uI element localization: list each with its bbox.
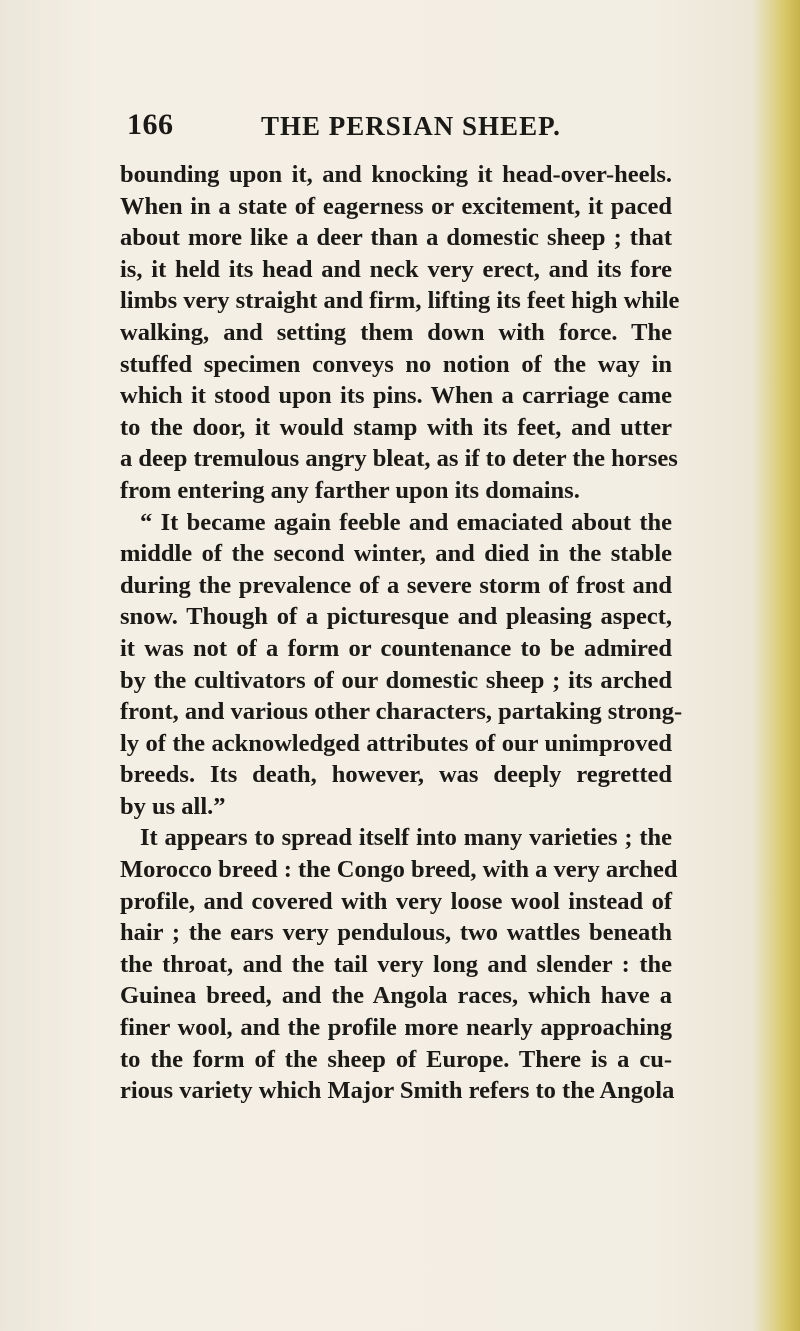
text-line: during the prevalence of a severe storm of frost and [120, 571, 672, 599]
text-line: rious variety which Major Smith refers to the Angola [120, 1077, 675, 1105]
text-line: by us all.” [120, 792, 226, 820]
text-line: bounding upon it, and knocking it head-over-heels. [120, 161, 672, 188]
text-line: from entering any farther upon its domains. [120, 476, 580, 504]
text-line: a deep tremulous angry bleat, as if to deter the horses [120, 445, 678, 473]
text-line: the throat, and the tail very long and slender : the [120, 950, 672, 978]
text-line: snow. Though of a picturesque and pleasing aspect, [120, 603, 672, 631]
text-line: front, and various other characters, partaking strong- [120, 698, 683, 726]
text-line: about more like a deer than a domestic sheep ; that [120, 224, 672, 252]
text-line: it was not of a form or countenance to be admired [120, 634, 672, 662]
text-line: finer wool, and the profile more nearly approaching [120, 1014, 672, 1042]
paragraph-1 [120, 159, 680, 507]
text-line: to the form of the sheep of Europe. There is a cu- [120, 1045, 672, 1073]
page-header [127, 108, 668, 148]
text-line: limbs very straight and firm, lifting its feet high while [120, 287, 680, 315]
text-line: Guinea breed, and the Angola races, which have a [120, 982, 672, 1010]
text-line: which it stood upon its pins. When a carriage came [120, 382, 672, 410]
text-line: hair ; the ears very pendulous, two wattles beneath [120, 919, 672, 947]
text-line: walking, and setting them down with force. The [120, 318, 672, 346]
text-line: middle of the second winter, and died in the stable [120, 540, 672, 568]
text-line: It appears to spread itself into many varieties ; the [140, 824, 672, 852]
text-line: breeds. Its death, however, was deeply regretted [120, 761, 672, 789]
text-line: by the cultivators of our domestic sheep ; its arched [120, 666, 672, 694]
text-line: Morocco breed : the Congo breed, with a very arched [120, 856, 678, 884]
paragraph-2 [120, 507, 683, 823]
body-text [120, 159, 683, 1107]
running-title: THE PERSIAN SHEEP. [261, 111, 561, 141]
text-line: stuffed specimen conveys no notion of the way in [120, 350, 672, 378]
text-line: When in a state of eagerness or excitement, it paced [120, 192, 672, 220]
page-number: 166 [127, 108, 174, 141]
paragraph-3 [120, 822, 678, 1106]
text-line: profile, and covered with very loose wool instead of [120, 887, 672, 915]
text-line: ly of the acknowledged attributes of our unimproved [120, 729, 672, 757]
text-line: to the door, it would stamp with its feet, and utter [120, 413, 672, 441]
text-line: “ It became again feeble and emaciated about the [140, 508, 672, 536]
text-line: is, it held its head and neck very erect, and its fore [120, 255, 672, 283]
